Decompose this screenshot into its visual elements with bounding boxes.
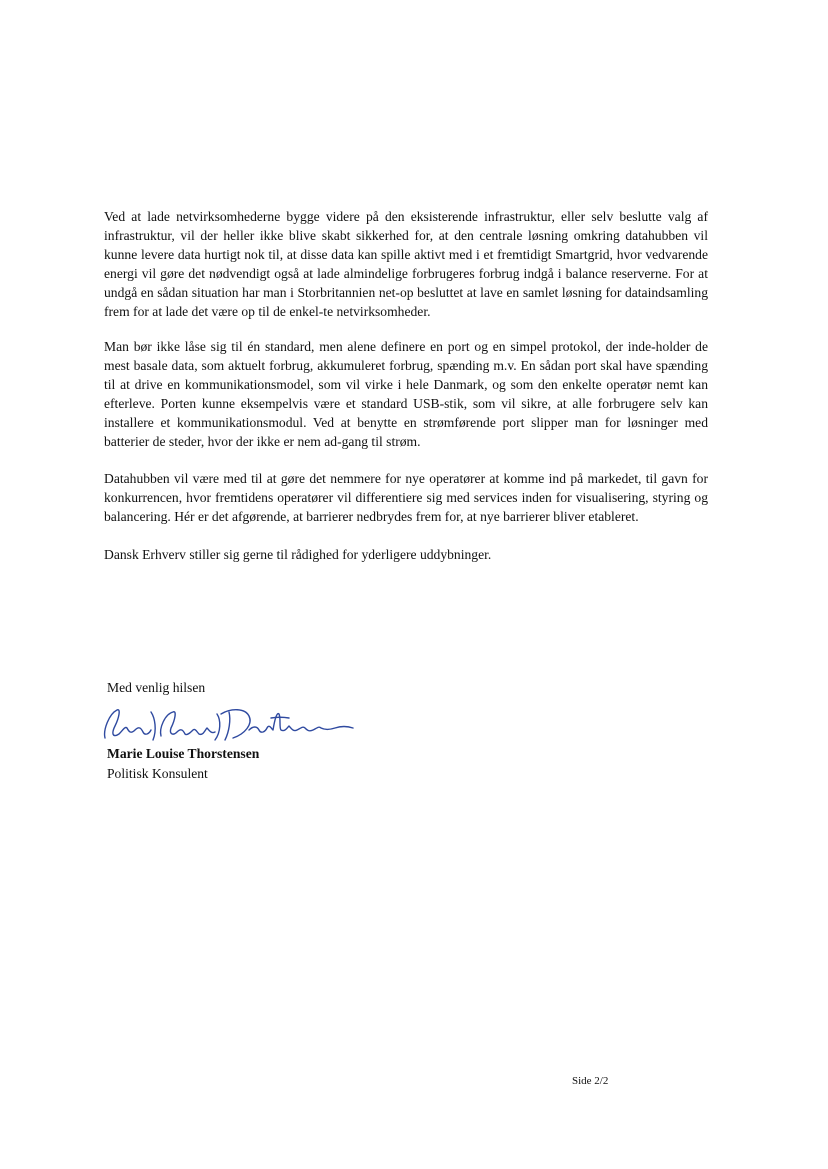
signer-name: Marie Louise Thorstensen (107, 746, 260, 761)
body-paragraph-4: Dansk Erhverv stiller sig gerne til rådighed for yderligere uddybninger. (104, 547, 492, 562)
body-paragraph-2: Man bør ikke låse sig til én standard, men alene definere en port og en simpel protokol, der inde-holder de mest basale data, som aktuelt forbrug, akkumuleret forbrug, spænding m.v. En sådan port skal have spænding til at drive en kommunikationsmodel, som vil virke i hele Danmark, og som den enkelte operatør nemt kan efterleve. Porten kunne eksempelvis være et standard USB-stik, som vil sikre, at alle forbrugere selv kan installere et kommunikationsmodul. Ved at benytte en strømførende port slipper man for løsninger med batterier de steder, hvor der ikke er nem ad-gang til strøm. (104, 339, 708, 449)
letter-body (104, 207, 708, 580)
body-paragraph-3: Datahubben vil være med til at gøre det nemmere for nye operatører at komme ind på markedet, til gavn for konkurrencen, hvor fremtidens operatører vil differentiere sig med services inden for visualisering, styring og balancering. Hér er det afgørende, at barrierer nedbrydes frem for, at nye barrierer bliver etableret. (104, 471, 708, 524)
body-paragraph-1: Ved at lade netvirksomhederne bygge videre på den eksisterende infrastruktur, eller selv beslutte valg af infrastruktur, vil der heller ikke blive skabt sikkerhed for, at den centrale løsning omkring datahubben vil kunne levere data hurtigt nok til, at disse data kan spille aktivt med i et fremtidigt Smartgrid, hvor vedvarende energi vil gøre det nødvendigt også at lade almindelige forbrugeres forbrug indgå i balance reserverne. For at undgå en sådan situation har man i Storbritannien net-op besluttet at lave en samlet løsning for dataindsamling frem for at lade det være op til de enkel-te netvirksomheder. (104, 209, 708, 319)
page-number: Side 2/2 (572, 1075, 609, 1087)
signer-title: Politisk Konsulent (107, 766, 208, 781)
closing-salutation: Med venlig hilsen (107, 680, 206, 695)
handwritten-signature (99, 700, 359, 750)
